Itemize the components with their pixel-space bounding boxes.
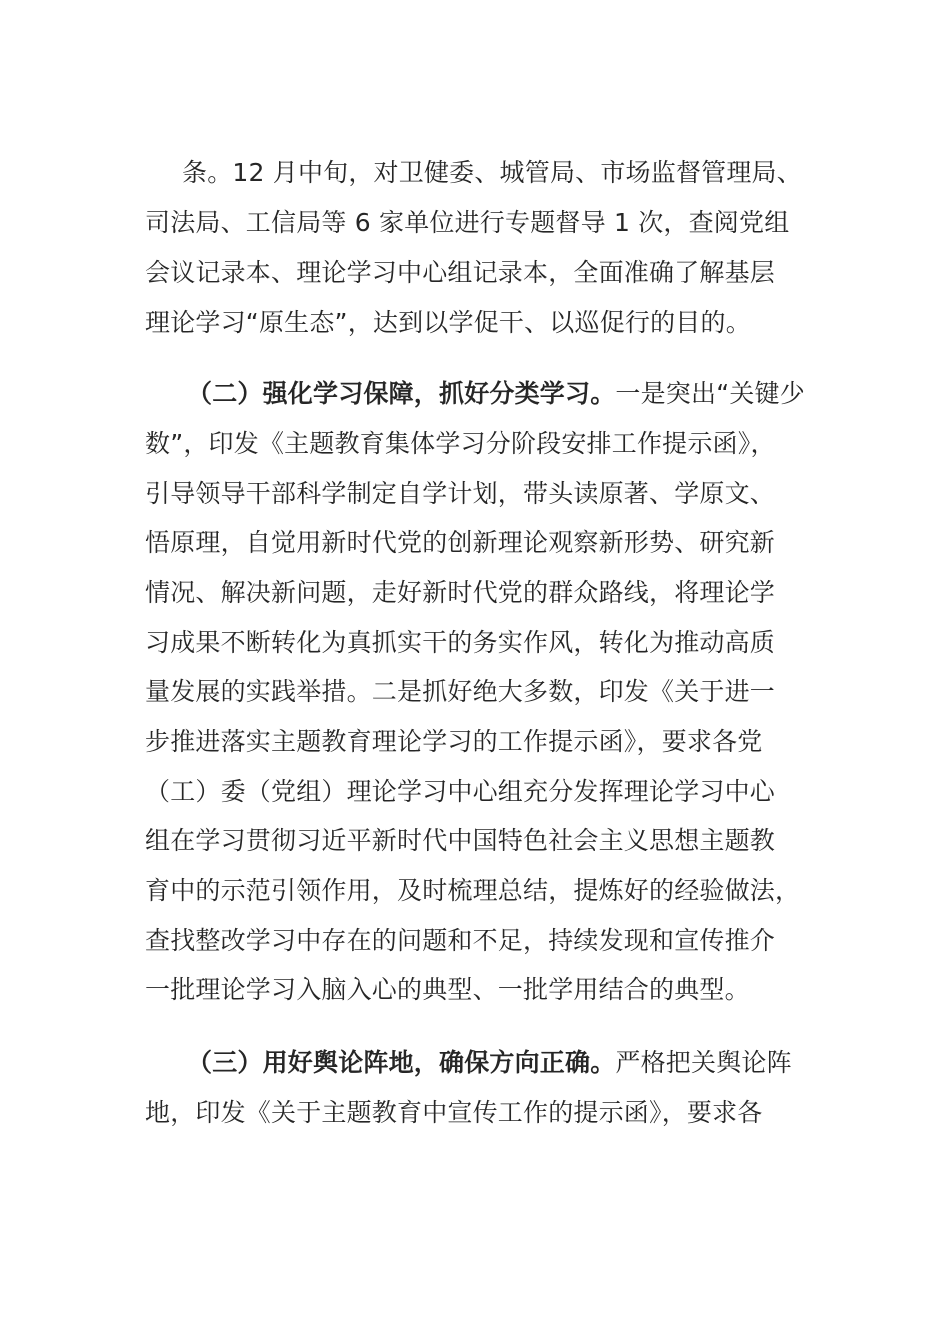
section-2-line-1-text: 一是突出“关键少 [615, 379, 805, 408]
section-2-line-8: 步推进落实主题教育理论学习的工作提示函》，要求各党 [145, 727, 763, 756]
section-2-line-7: 量发展的实践举措。二是抓好绝大多数，印发《关于进一 [145, 677, 776, 706]
section-2-line-6: 习成果不断转化为真抓实干的务实作风，转化为推动高质 [145, 628, 776, 657]
section-3-line-1 [187, 1043, 792, 1083]
paragraph-1-line-3: 会议记录本、理论学习中心组记录本，全面准确了解基层 [145, 258, 776, 287]
section-2-line-4: 悟原理，自觉用新时代党的创新理论观察新形势、研究新 [145, 528, 776, 557]
paragraph-1-line-2: 司法局、工信局等 6 家单位进行专题督导 1 次，查阅党组 [145, 208, 790, 237]
section-2-line-1 [187, 374, 805, 414]
section-3-line-1-text: 严格把关舆论阵 [615, 1048, 792, 1077]
section-2-heading: （二）强化学习保障，抓好分类学习。 [187, 379, 616, 408]
paragraph-1-line-4: 理论学习“原生态”，达到以学促干、以巡促行的目的。 [145, 308, 751, 337]
paragraph-1-line-1: 条。12 月中旬，对卫健委、城管局、市场监督管理局、 [182, 158, 802, 187]
section-2-line-11: 育中的示范引领作用，及时梳理总结，提炼好的经验做法， [145, 876, 801, 905]
section-2-line-10: 组在学习贯彻习近平新时代中国特色社会主义思想主题教 [145, 826, 776, 855]
section-2-line-12: 查找整改学习中存在的问题和不足，持续发现和宣传推介 [145, 926, 776, 955]
section-2-line-9: （工）委（党组）理论学习中心组充分发挥理论学习中心 [145, 777, 776, 806]
section-2-line-2: 数”，印发《主题教育集体学习分阶段安排工作提示函》， [145, 429, 776, 458]
section-3-line-2: 地，印发《关于主题教育中宣传工作的提示函》，要求各 [145, 1098, 763, 1127]
section-2-line-13: 一批理论学习入脑入心的典型、一批学用结合的典型。 [145, 975, 750, 1004]
section-2-line-3: 引导领导干部科学制定自学计划，带头读原著、学原文、 [145, 479, 776, 508]
section-3-heading: （三）用好舆论阵地，确保方向正确。 [187, 1048, 616, 1077]
section-2-line-5: 情况、解决新问题，走好新时代党的群众路线，将理论学 [145, 578, 776, 607]
